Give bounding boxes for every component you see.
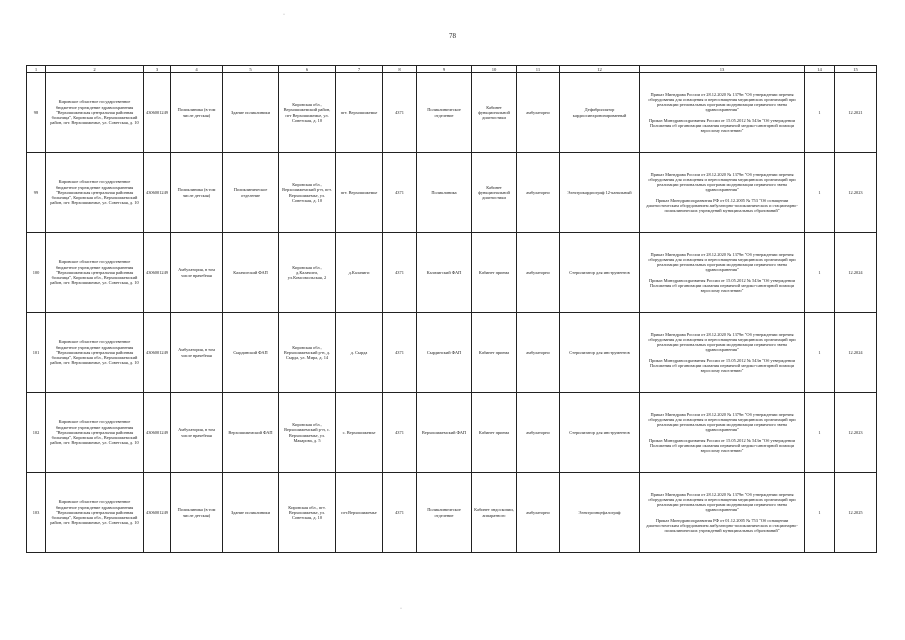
address-cell: Кировская обл., пгт. Верхошижемье, ул. Советская, д. 10 [279, 473, 336, 553]
organization-cell: Кировское областное государственное бюджетное учреждение здравоохранения "Верхошижемская центральная районная больница", Кировская обл., Верхошижемский район, пгт. Верхошижемье, ул. Советская, д. 10 [46, 313, 144, 393]
building-cell: Здание поликлиники [223, 73, 279, 153]
building-cell: Калачигский ФАП [223, 233, 279, 313]
address-cell: Кировская обл., Верхошижемский р-н, с. Верхошижемье, ул. Макарова, д. 5 [279, 393, 336, 473]
inn-cell: 4306001249 [144, 233, 171, 313]
organization-cell: Кировское областное государственное бюджетное учреждение здравоохранения "Верхошижемская центральная районная больница", Кировская обл., Верхошижемский район, пгт. Верхошижемье, ул. Советская, д. 10 [46, 233, 144, 313]
locality-cell: д.Калачиги [336, 233, 383, 313]
inn-cell: 4306001249 [144, 473, 171, 553]
unit-cell: Верхошижемский ФАП [417, 393, 472, 473]
building-cell: Здание поликлиники [223, 473, 279, 553]
code-cell: 4371 [383, 393, 417, 473]
regulation-cell: Приказ Минздрава России от 28.12.2020 № 1379н "Об утверждении перечня оборудования для оснащения и переоснащения медицинских организаций при реализации региональных программ модернизации первичного звена здравоохранения" Приказ Минздравсоцразвития РФ от 01.12.2005 № 753 "Об оснащении диагностическим оборудованием амбулаторно-поликлинических и стационарно-поликлинических учреждений муниципальных образований" [640, 473, 805, 553]
care-type-cell: Амбулатория, в том числе врачебная [171, 393, 223, 473]
table-row [27, 473, 877, 553]
column-header: 4 [171, 66, 223, 73]
code-cell: 4371 [383, 233, 417, 313]
organization-cell: Кировское областное государственное бюджетное учреждение здравоохранения "Верхошижемская центральная районная больница", Кировская обл., Верхошижемский район, пгт. Верхошижемье, ул. Советская, д. 10 [46, 393, 144, 473]
quantity-cell: 1 [805, 473, 835, 553]
regulation-cell: Приказ Минздрава России от 28.12.2020 № 1379н "Об утверждении перечня оборудования для оснащения и переоснащения медицинских организаций при реализации региональных программ модернизации первичного звена здравоохранения" Приказ Минздравсоцразвития РФ от 01.12.2005 № 753 "Об оснащении диагностическим оборудованием амбулаторно-поликлинических и стационарно-поликлинических учреждений муниципальных образований" [640, 153, 805, 233]
table-row [27, 233, 877, 313]
date-cell: 12.2024 [835, 313, 877, 393]
table-row [27, 73, 877, 153]
unit-cell: Поликлиника [417, 153, 472, 233]
equipment-cell: Стерилизатор для инструментов [560, 233, 640, 313]
column-header: 13 [640, 66, 805, 73]
row-number-cell: 100 [27, 233, 46, 313]
room-cell: Кабинет приема [472, 313, 517, 393]
equipment-cell: Электрокардиограф 12-канальный [560, 153, 640, 233]
address-cell: Кировская обл., Верхошижемский р-н, пгт. Верхошижемье, ул. Советская, д. 10 [279, 153, 336, 233]
quantity-cell: 1 [805, 233, 835, 313]
care-mode-cell: амбулаторно [517, 313, 560, 393]
care-mode-cell: амбулаторно [517, 153, 560, 233]
table-row [27, 153, 877, 233]
address-cell: Кировская обл., Верхошижемский р-н, д. Сырда, ул. Мира, д. 14 [279, 313, 336, 393]
date-cell: 12.2021 [835, 73, 877, 153]
room-cell: Кабинет приема [472, 233, 517, 313]
organization-cell: Кировское областное государственное бюджетное учреждение здравоохранения "Верхошижемская центральная районная больница", Кировская обл., Верхошижемский район, пгт. Верхошижемье, ул. Советская, д. 10 [46, 153, 144, 233]
care-type-cell: Поликлиника (в том числе детская) [171, 73, 223, 153]
care-type-cell: Поликлиника (в том числе детская) [171, 153, 223, 233]
regulation-cell: Приказ Минздрава России от 28.12.2020 № 1379н "Об утверждении перечня оборудования для оснащения и переоснащения медицинских организаций при реализации региональных программ модернизации первичного звена здравоохранения" Приказ Минздравсоцразвития России от 15.05.2012 № 543н "Об утверждении Положения об организации оказания первичной медико-санитарной помощи взрослому населению" [640, 233, 805, 313]
care-type-cell: Поликлиника (в том числе детская) [171, 473, 223, 553]
unit-cell: Поликлиническое отделение [417, 73, 472, 153]
building-cell: Сырдинский ФАП [223, 313, 279, 393]
quantity-cell: 1 [805, 313, 835, 393]
inn-cell: 4306001249 [144, 393, 171, 473]
scan-speck: · [400, 606, 402, 612]
equipment-cell: Дефибриллятор кардиосинхронизированный [560, 73, 640, 153]
column-header: 3 [144, 66, 171, 73]
table-row [27, 313, 877, 393]
column-header: 7 [336, 66, 383, 73]
column-header: 5 [223, 66, 279, 73]
scan-speck: · [283, 12, 285, 18]
column-header: 6 [279, 66, 336, 73]
code-cell: 4371 [383, 473, 417, 553]
equipment-cell: Электроэнцефалограф [560, 473, 640, 553]
organization-cell: Кировское областное государственное бюджетное учреждение здравоохранения "Верхошижемская центральная районная больница", Кировская обл., Верхошижемский район, пгт. Верхошижемье, ул. Советская, д. 10 [46, 73, 144, 153]
column-header: 14 [805, 66, 835, 73]
code-cell: 4371 [383, 73, 417, 153]
equipment-table [26, 65, 877, 553]
locality-cell: пгт. Верхошижемье [336, 153, 383, 233]
row-number-cell: 101 [27, 313, 46, 393]
equipment-cell: Стерилизатор для инструментов [560, 393, 640, 473]
table-header-row [27, 66, 877, 73]
column-header: 9 [417, 66, 472, 73]
quantity-cell: 1 [805, 393, 835, 473]
care-mode-cell: амбулаторно [517, 233, 560, 313]
unit-cell: Сырдинский ФАП [417, 313, 472, 393]
column-header: 10 [472, 66, 517, 73]
column-header: 2 [46, 66, 144, 73]
inn-cell: 4306001249 [144, 73, 171, 153]
room-cell: Кабинет функциональной диагностики [472, 73, 517, 153]
inn-cell: 4306001249 [144, 153, 171, 233]
regulation-cell: Приказ Минздрава России от 28.12.2020 № 1379н "Об утверждении перечня оборудования для оснащения и переоснащения медицинских организаций при реализации региональных программ модернизации первичного звена здравоохранения" Приказ Минздравсоцразвития России от 15.05.2012 № 543н "Об утверждении Положения об организации оказания первичной медико-санитарной помощи взрослому населению" [640, 393, 805, 473]
care-mode-cell: амбулаторно [517, 393, 560, 473]
row-number-cell: 102 [27, 393, 46, 473]
inn-cell: 4306001249 [144, 313, 171, 393]
date-cell: 12.2023 [835, 153, 877, 233]
column-header: 1 [27, 66, 46, 73]
quantity-cell: 1 [805, 153, 835, 233]
organization-cell: Кировское областное государственное бюджетное учреждение здравоохранения "Верхошижемская центральная районная больница", Кировская обл., Верхошижемский район, пгт. Верхошижемье, ул. Советская, д. 10 [46, 473, 144, 553]
date-cell: 12.2025 [835, 473, 877, 553]
locality-cell: пгт. Верхошижемье [336, 73, 383, 153]
care-type-cell: Амбулатория, в том числе врачебная [171, 233, 223, 313]
row-number-cell: 98 [27, 73, 46, 153]
room-cell: Кабинет эндоскопии, аппаратного [472, 473, 517, 553]
unit-cell: Калачигский ФАП [417, 233, 472, 313]
room-cell: Кабинет функциональной диагностики [472, 153, 517, 233]
address-cell: Кировская обл., д.Калачиги, ул.Комсомольская, 2 [279, 233, 336, 313]
date-cell: 12.2023 [835, 393, 877, 473]
column-header: 12 [560, 66, 640, 73]
locality-cell: д. Сырда [336, 313, 383, 393]
care-type-cell: Амбулатория, в том числе врачебная [171, 313, 223, 393]
column-header: 8 [383, 66, 417, 73]
regulation-cell: Приказ Минздрава России от 28.12.2020 № 1379н "Об утверждении перечня оборудования для оснащения и переоснащения медицинских организаций при реализации региональных программ модернизации первичного звена здравоохранения" Приказ Минздравсоцразвития России от 15.05.2012 № 543н "Об утверждении Положения об организации оказания первичной медико-санитарной помощи взрослому населению" [640, 313, 805, 393]
locality-cell: с. Верхошижемье [336, 393, 383, 473]
regulation-cell: Приказ Минздрава России от 28.12.2020 № 1379н "Об утверждении перечня оборудования для оснащения и переоснащения медицинских организаций при реализации региональных программ модернизации первичного звена здравоохранения" Приказ Минздравсоцразвития России от 15.05.2012 № 543н "Об утверждении Положения об организации оказания первичной медико-санитарной помощи взрослому населению" [640, 73, 805, 153]
equipment-cell: Стерилизатор для инструментов [560, 313, 640, 393]
row-number-cell: 103 [27, 473, 46, 553]
unit-cell: Поликлиническое отделение [417, 473, 472, 553]
code-cell: 4371 [383, 153, 417, 233]
column-header: 11 [517, 66, 560, 73]
care-mode-cell: амбулаторно [517, 73, 560, 153]
building-cell: Поликлиническое отделение [223, 153, 279, 233]
locality-cell: пгт.Верхошижемье [336, 473, 383, 553]
room-cell: Кабинет приема [472, 393, 517, 473]
date-cell: 12.2024 [835, 233, 877, 313]
page-number: 78 [449, 32, 456, 40]
address-cell: Кировская обл., Верхошижемский район, пгт Верхошижемье, ул. Советская, д. 10 [279, 73, 336, 153]
building-cell: Верхошижемский ФАП [223, 393, 279, 473]
care-mode-cell: амбулаторно [517, 473, 560, 553]
code-cell: 4371 [383, 313, 417, 393]
row-number-cell: 99 [27, 153, 46, 233]
column-header: 15 [835, 66, 877, 73]
quantity-cell: 1 [805, 73, 835, 153]
table-row [27, 393, 877, 473]
